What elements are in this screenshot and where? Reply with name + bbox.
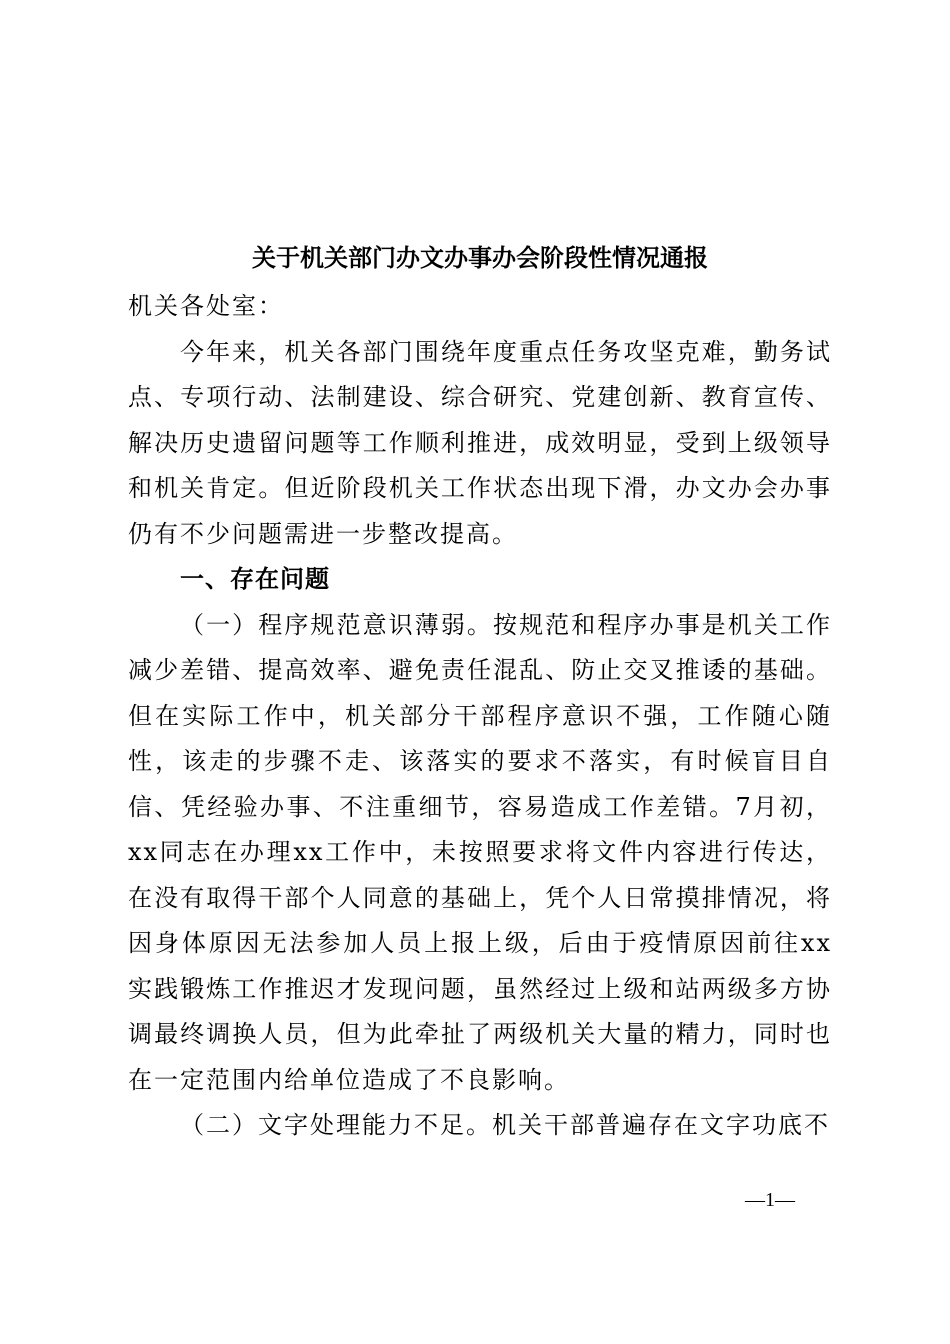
salutation: 机关各处室： <box>128 292 284 320</box>
document-body <box>128 284 832 1149</box>
problem-item-1-text: 按规范和程序办事是机关工作减少差错、提高效率、避免责任混乱、防止交叉推诿的基础。但在实际工作中，机关部分干部程序意识不强，工作随心随性，该走的步骤不走、该落实的要求不落实，有时候盲目自信、凭经验办事、不注重细节，容易造成工作差错。7月初， xx同志在办理xx工作中，未按照要求将文件内容进行传达，在没有取得干部个人同意的基础上，凭个人日常摸排情况，将因身体原因无法参加人员上报上级，后由于疫情原因前往xx实践锻炼工作推迟才发现问题，虽然经过上级和站两级多方协调最终调换人员，但为此牵扯了两级机关大量的精力，同时也在一定范围内给单位造成了不良影响。 <box>128 610 832 1094</box>
intro-paragraph: 今年来，机关各部门围绕年度重点任务攻坚克难，勤务试点、专项行动、法制建设、综合研究、党建创新、教育宣传、解决历史遗留问题等工作顺利推进，成效明显，受到上级领导和机关肯定。但近阶段机关工作状态出现下滑，办文办会办事仍有不少问题需进一步整改提高。 <box>128 337 832 548</box>
problem-item-2-text: 机关干部普遍存在文字功底不 <box>492 1111 830 1139</box>
problem-item-2 <box>128 1103 832 1149</box>
problem-item-1 <box>128 603 832 1104</box>
page-number: —1— <box>745 1189 795 1211</box>
document-title: 关于机关部门办文办事办会阶段性情况通报 <box>252 243 708 272</box>
problem-item-1-lead: （一）程序规范意识薄弱。 <box>180 610 493 639</box>
problem-item-2-lead: （二）文字处理能力不足。 <box>180 1111 492 1139</box>
section-heading-problems: 一、存在问题 <box>180 565 330 593</box>
